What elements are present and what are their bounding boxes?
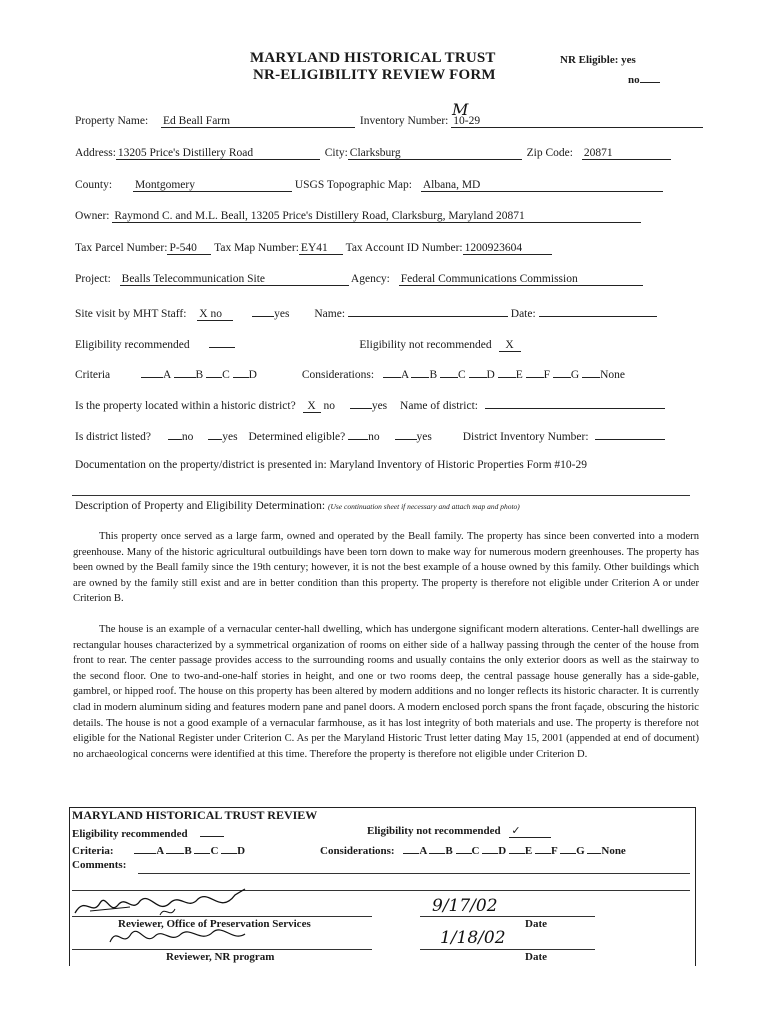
visit-date-label: Date:: [510, 308, 536, 320]
property-name-row: [75, 115, 703, 128]
section-divider: [72, 495, 690, 496]
cons-d: D: [486, 369, 495, 381]
rk-d: D: [498, 845, 507, 857]
historic-district-no: no: [323, 400, 335, 412]
cons-f: F: [543, 369, 551, 381]
zip-value[interactable]: 20871: [582, 147, 671, 160]
elig-not-rec-x[interactable]: X: [499, 339, 521, 352]
rk-c-blank[interactable]: [456, 842, 472, 854]
criteria-row: [75, 366, 625, 381]
property-name-label: Property Name:: [75, 115, 149, 127]
cons-c: C: [458, 369, 466, 381]
cons-g: G: [570, 369, 580, 381]
rk-g-blank[interactable]: [560, 842, 576, 854]
cons-c-blank[interactable]: [440, 366, 458, 378]
review-elig-not-rec-label: Eligibility not recommended: [367, 825, 501, 837]
cons-e-blank[interactable]: [498, 366, 516, 378]
determined-yes-blank[interactable]: [395, 428, 417, 440]
date-line-1[interactable]: [420, 916, 595, 917]
review-criteria-row: [72, 842, 245, 857]
cons-d-blank[interactable]: [469, 366, 487, 378]
site-visit-yes: yes: [274, 308, 290, 320]
rc-d-blank[interactable]: [221, 842, 237, 854]
cons-b: B: [429, 369, 438, 381]
reviewer-ops-label: Reviewer, Office of Preservation Services: [118, 918, 311, 930]
review-comments: [72, 859, 126, 871]
rk-e: E: [524, 845, 533, 857]
rk-d-blank[interactable]: [482, 842, 498, 854]
criteria-label: Criteria: [75, 369, 111, 381]
rk-a-blank[interactable]: [403, 842, 419, 854]
determined-yes: yes: [416, 431, 432, 443]
site-visit-no: no: [210, 308, 222, 320]
tax-row: [75, 242, 552, 255]
rc-d: D: [237, 845, 246, 857]
district-listed-row: [75, 428, 665, 443]
agency-label: Agency:: [350, 273, 390, 285]
rk-f-blank[interactable]: [535, 842, 551, 854]
cons-f-blank[interactable]: [526, 366, 544, 378]
county-value[interactable]: Montgomery: [133, 179, 292, 192]
review-heading: MARYLAND HISTORICAL TRUST REVIEW: [72, 808, 318, 822]
district-listed-yes: yes: [222, 431, 238, 443]
date-line-2[interactable]: [420, 949, 595, 950]
determined-no: no: [368, 431, 380, 443]
paragraph-1-text: This property once served as a large farm, owned and operated by the Beall family. The property has since been converted into a modern greenhouse. Many of the historic agricultural outbuildings have been torn down to make way for numerous modern greenhouses. The property has been owned by the Beall family since the 19th century; however, it is not the best example of a house owned by this family. Other buildings which are owned by the family still exist and are in better condition than this property. The property is therefore not eligible under Criterion A or under Criterion B.: [73, 531, 699, 605]
site-visit-label: Site visit by MHT Staff:: [75, 308, 187, 320]
address-row: [75, 147, 671, 160]
historic-district-yes: yes: [371, 400, 388, 412]
description-heading: [75, 500, 520, 512]
determined-no-blank[interactable]: [348, 428, 368, 440]
historic-district-question: Is the property located within a historic district?: [75, 400, 296, 412]
city-value[interactable]: Clarksburg: [348, 147, 522, 160]
cons-e: E: [515, 369, 523, 381]
rk-b-blank[interactable]: [429, 842, 445, 854]
description-note: (Use continuation sheet if necessary and attach map and photo): [327, 502, 520, 511]
rc-b: B: [184, 845, 192, 857]
site-visit-x: X: [199, 308, 208, 320]
criteria-c: C: [222, 369, 230, 381]
rc-b-blank[interactable]: [166, 842, 184, 854]
reviewer-nr-label: Reviewer, NR program: [166, 951, 275, 963]
city-label: City:: [324, 147, 348, 159]
agency-value[interactable]: Federal Communications Commission: [399, 273, 643, 286]
elig-not-rec-label: Eligibility not recommended: [359, 339, 492, 351]
historic-district-yes-blank[interactable]: [350, 397, 372, 409]
nr-eligible-no: no: [628, 74, 640, 86]
address-value[interactable]: 13205 Price's Distillery Road: [116, 147, 320, 160]
tax-map-label: Tax Map Number:: [214, 242, 299, 254]
review-considerations-label: Considerations:: [320, 845, 395, 857]
review-considerations-row: [320, 842, 626, 857]
district-inventory-label: District Inventory Number:: [462, 431, 589, 443]
description-paragraph-2: [73, 622, 699, 762]
nr-eligible-no-blank[interactable]: [640, 71, 660, 83]
form-title-line1: MARYLAND HISTORICAL TRUST: [250, 50, 496, 66]
rk-e-blank[interactable]: [509, 842, 525, 854]
district-listed-yes-blank[interactable]: [208, 428, 222, 440]
description-label: Description of Property and Eligibility Determination:: [75, 500, 326, 512]
documentation-line: Documentation on the property/district is presented in: Maryland Inventory of Historic Properties Form #10-29: [75, 459, 587, 471]
criteria-b: B: [195, 369, 204, 381]
district-listed-question: Is district listed?: [75, 431, 152, 443]
description-paragraph-1: [73, 529, 699, 607]
date-label-2: Date: [525, 951, 547, 963]
rk-none: None: [601, 845, 626, 857]
visit-name-label: Name:: [314, 308, 346, 320]
signature-nr-image: [105, 922, 265, 952]
address-label: Address:: [75, 147, 116, 159]
elig-rec-label: Eligibility recommended: [75, 339, 190, 351]
cons-b-blank[interactable]: [411, 366, 429, 378]
zip-label: Zip Code:: [526, 147, 573, 159]
site-visit-yes-blank[interactable]: [252, 305, 274, 317]
nr-eligible-no-field: [628, 71, 660, 86]
rc-a-blank[interactable]: [134, 842, 156, 854]
tax-account-value[interactable]: 1200923604: [463, 242, 552, 255]
district-listed-no-blank[interactable]: [168, 428, 182, 440]
criteria-b-blank[interactable]: [174, 366, 196, 378]
historic-district-x[interactable]: X: [303, 400, 321, 413]
cons-a: A: [400, 369, 409, 381]
inventory-number-value[interactable]: 10-29: [451, 115, 703, 128]
rk-b: B: [445, 845, 453, 857]
date-ops-hand: 9/17/02: [432, 896, 498, 916]
cons-g-blank[interactable]: [553, 366, 571, 378]
cons-none-blank[interactable]: [582, 366, 600, 378]
criteria-a: A: [163, 369, 171, 381]
project-value[interactable]: Bealls Telecommunication Site: [120, 273, 349, 286]
rc-a: A: [156, 845, 164, 857]
comments-line-1[interactable]: [138, 873, 690, 874]
nr-eligible-yes: NR Eligible: yes: [560, 54, 636, 66]
usgs-label: USGS Topographic Map:: [294, 179, 412, 191]
visit-date-blank[interactable]: [539, 305, 657, 317]
rk-g: G: [576, 845, 585, 857]
review-criteria-label: Criteria:: [72, 845, 114, 857]
tax-map-value[interactable]: EY41: [299, 242, 343, 255]
date-label-1: Date: [525, 918, 547, 930]
review-check[interactable]: ✓: [509, 825, 551, 838]
rk-none-blank[interactable]: [587, 842, 601, 854]
owner-value[interactable]: Raymond C. and M.L. Beall, 13205 Price's Distillery Road, Clarksburg, Maryland 20871: [112, 210, 641, 223]
district-listed-no: no: [181, 431, 194, 443]
eligibility-row: [75, 336, 521, 352]
tax-account-label: Tax Account ID Number:: [345, 242, 463, 254]
considerations-label: Considerations:: [301, 369, 375, 381]
rk-a: A: [419, 845, 427, 857]
project-label: Project:: [75, 273, 111, 285]
form-title-line2: NR-ELIGIBILITY REVIEW FORM: [253, 67, 496, 83]
tax-parcel-label: Tax Parcel Number:: [75, 242, 168, 254]
property-name-value[interactable]: Ed Beall Farm: [161, 115, 355, 128]
county-row: [75, 179, 663, 192]
rk-f: F: [551, 845, 558, 857]
cons-none: None: [600, 369, 626, 381]
cons-a-blank[interactable]: [383, 366, 401, 378]
review-elig-not-rec: [367, 825, 551, 838]
site-visit-row: [75, 305, 657, 321]
site-visit-no-field[interactable]: [197, 308, 233, 321]
district-inventory-blank[interactable]: [595, 428, 665, 440]
district-name-blank[interactable]: [485, 397, 665, 409]
review-elig-rec-label: Eligibility recommended: [72, 828, 188, 840]
determined-eligible-question: Determined eligible?: [248, 431, 346, 443]
historic-district-row: [75, 397, 665, 413]
tax-parcel-value[interactable]: P-540: [167, 242, 211, 255]
criteria-d: D: [248, 369, 257, 381]
criteria-d-blank[interactable]: [233, 366, 249, 378]
elig-rec-blank[interactable]: [209, 336, 235, 348]
criteria-c-blank[interactable]: [206, 366, 222, 378]
owner-label: Owner:: [75, 210, 110, 222]
criteria-a-blank[interactable]: [141, 366, 163, 378]
rk-c: C: [471, 845, 480, 857]
project-row: [75, 273, 643, 286]
usgs-value[interactable]: Albana, MD: [421, 179, 663, 192]
review-elig-rec: [72, 825, 224, 840]
visit-name-blank[interactable]: [348, 305, 508, 317]
inventory-label: Inventory Number:: [359, 115, 449, 127]
signature-ops-image: [70, 885, 270, 925]
district-name-label: Name of district:: [400, 400, 478, 412]
rc-c-blank[interactable]: [194, 842, 210, 854]
paragraph-2-text: The house is an example of a vernacular center-hall dwelling, which has undergone significant modern alterations. Center-hall dwellings are rectangular houses characterized by a symmetrical organization of rooms on either side of a hallway passing through the center of the house from front to rear. The center passage provides access to the surrounding rooms and usually contains the only exterior doors as well as the stairway to the second floor. One to two-and-one-half stories in height, and one or two rooms deep, the central passage house generally has a side-gable, gambrel, or hipped roof. The house on this property has been altered by modern additions and no longer reflects its historic character. It is currently clad in modern aluminum siding and features modern pane and panel doors. A modern enclosed porch spans the front façade, obscuring the historic details. The house is not a good example of a vernacular farmhouse, as it has lost integrity of both materials and use. The property is therefore not eligible for the National Register under Criterion C. As per the Maryland Historic Trust letter dating May 15, 2001 (appended at end of document) no archaeological concerns were identified at this time. Therefore the property is therefore not eligible under Criterion D.: [73, 624, 699, 760]
review-comments-label: Comments:: [72, 859, 127, 871]
review-elig-rec-blank[interactable]: [200, 825, 224, 837]
rc-c: C: [210, 845, 219, 857]
owner-row: [75, 210, 641, 223]
date-nr-hand: 1/18/02: [440, 928, 506, 948]
county-label: County:: [75, 179, 113, 191]
handwritten-m-mark: M: [452, 100, 469, 119]
